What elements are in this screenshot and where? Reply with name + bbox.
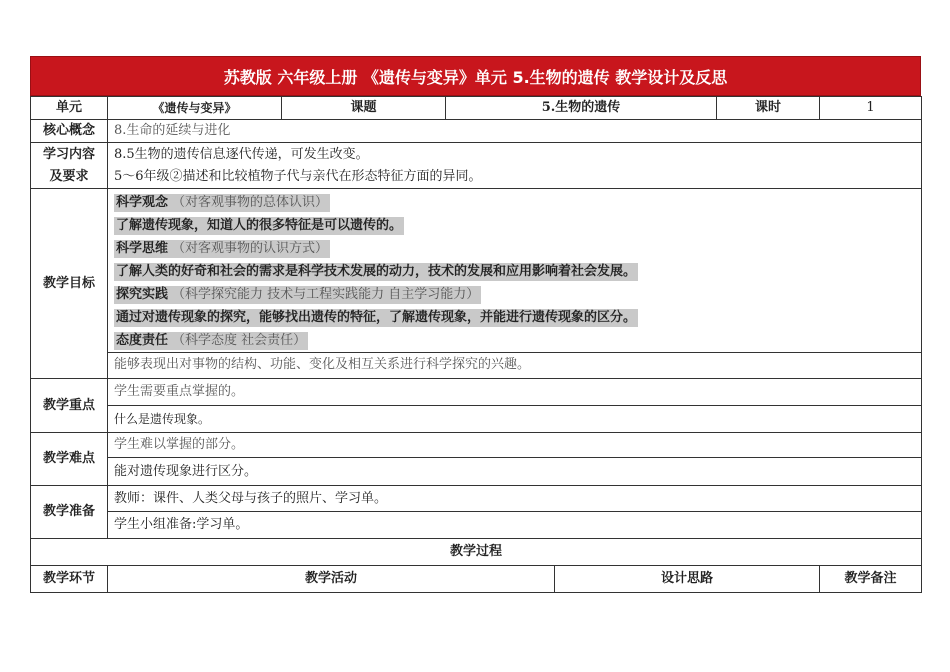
attitude-title: 态度责任 [116,332,169,348]
key-points-label: 教学重点 [31,379,108,433]
preparation-students-row [31,512,922,539]
science-concept-text: 了解遗传现象，知道人的很多特征是可以遗传的。 [116,217,403,233]
process-col-notes: 教学备注 [820,566,922,593]
difficulties-hint-row [31,433,922,458]
learning-content-label-line2: 及要求 [49,168,89,184]
core-concept-value: 8.生命的延续与进化 [108,120,922,143]
header-row [31,97,922,120]
preparation-teacher-row [31,486,922,512]
core-concept-row [31,120,922,143]
science-thinking-heading [114,237,915,260]
document-title-banner [30,56,921,96]
topic-value: 5.生物的遗传 [446,97,717,120]
inquiry-text: 通过对遗传现象的探究，能够找出遗传的特征，了解遗传现象，并能进行遗传现象的区分。 [116,309,637,325]
key-points-hint: 学生需要重点掌握的。 [108,379,922,406]
science-thinking-title: 科学思维 [116,240,169,256]
core-concept-label: 核心概念 [31,120,108,143]
preparation-students: 学生小组准备:学习单。 [108,512,922,539]
process-header-row [31,566,922,593]
attitude-heading [114,329,915,352]
preparation-teacher: 教师：课件、人类父母与孩子的照片、学习单。 [108,486,922,512]
key-points-hint-row [31,379,922,406]
key-points-value: 什么是遗传现象。 [108,406,922,433]
objectives-cell [108,189,922,379]
science-thinking-line [114,260,915,283]
difficulties-hint: 学生难以掌握的部分。 [108,433,922,458]
objectives-label: 教学目标 [31,189,108,379]
science-concept-note: （对客观事物的总体认识） [172,194,329,210]
difficulties-value-row [31,458,922,486]
science-concept-line [114,214,915,237]
period-value: 1 [820,97,922,120]
inquiry-title: 探究实践 [116,286,169,302]
attitude-text: 能够表现出对事物的结构、功能、变化及相互关系进行科学探究的兴趣。 [114,357,531,372]
learning-content-label-line1: 学习内容 [42,146,95,162]
learning-content-row [31,143,922,189]
period-label: 课时 [717,97,820,120]
learning-content-value [108,143,922,189]
science-concept-heading [114,191,915,214]
science-thinking-note: （对客观事物的认识方式） [172,240,329,256]
content-line-2: 5～6年级②描述和比较植物子代与亲代在形态特征方面的异同。 [114,168,482,184]
difficulties-label: 教学难点 [31,433,108,486]
inquiry-heading [114,283,915,306]
unit-value: 《遗传与变异》 [108,97,282,120]
science-thinking-text: 了解人类的好奇和社会的需求是科学技术发展的动力，技术的发展和应用影响着社会发展。 [116,263,637,279]
preparation-label: 教学准备 [31,486,108,539]
attitude-note: （科学态度 社会责任） [172,332,307,348]
difficulties-value: 能对遗传现象进行区分。 [108,458,922,486]
process-col-activity: 教学活动 [108,566,555,593]
process-col-stage: 教学环节 [31,566,108,593]
objectives-row [31,189,922,379]
learning-content-label [31,143,108,189]
topic-label: 课题 [282,97,446,120]
science-concept-title: 科学观念 [116,194,169,210]
inquiry-note: （科学探究能力 技术与工程实践能力 自主学习能力） [172,286,480,302]
inquiry-line [114,306,915,329]
process-col-design: 设计思路 [555,566,820,593]
process-title-row [31,539,922,566]
unit-label: 单元 [31,97,108,120]
attitude-line [108,352,921,377]
process-title: 教学过程 [31,539,922,566]
key-points-value-row [31,406,922,433]
content-line-1: 8.5生物的遗传信息逐代传递，可发生改变。 [114,146,369,162]
document-title: 苏教版 六年级上册 《遗传与变异》单元 5.生物的遗传 教学设计及反思 [223,67,728,87]
lesson-plan-table [30,96,922,593]
lesson-plan-sheet [30,56,921,593]
